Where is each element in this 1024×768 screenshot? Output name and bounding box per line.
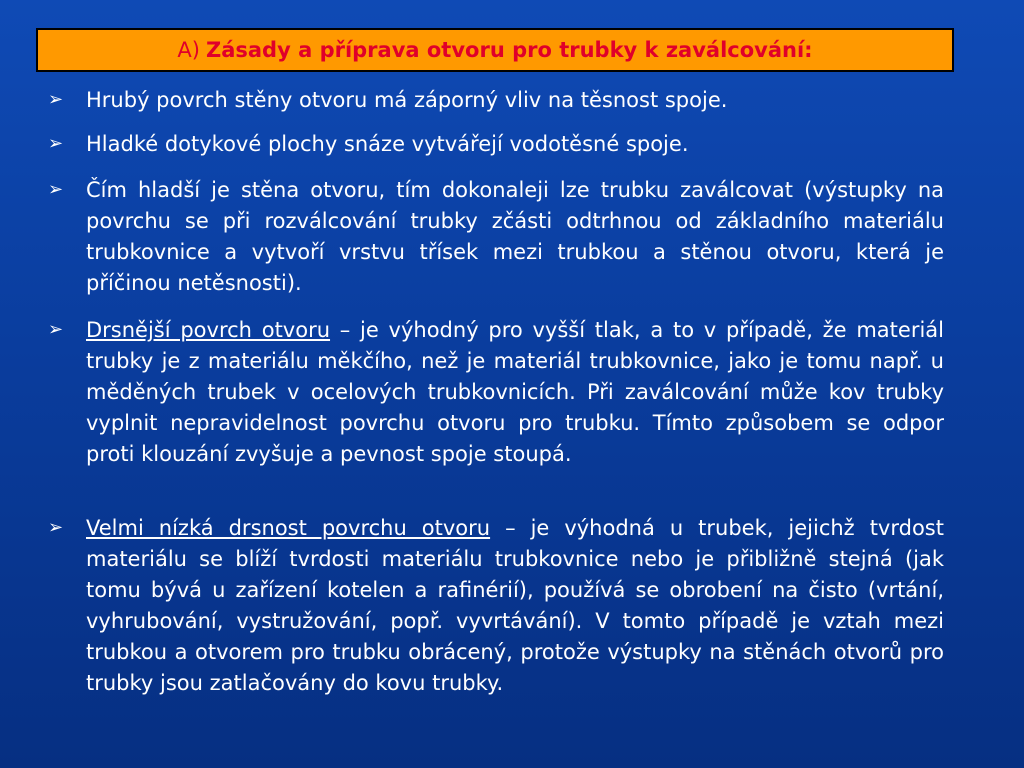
arrow-right-icon: ➢ (48, 89, 64, 110)
bullet-underlined-term-5: Velmi nízká drsnost povrchu otvoru (86, 516, 491, 540)
bullet-underlined-term-4: Drsnější povrch otvoru (86, 318, 331, 342)
slide-title-box (36, 28, 954, 72)
bullet-text-5 (86, 513, 944, 699)
arrow-right-icon: ➢ (48, 179, 64, 200)
arrow-right-icon: ➢ (48, 319, 64, 340)
bullet-rest-4: – je výhodný pro vyšší tlak, a to v případě, že materiál trubky je z materiálu měkčího, než je materiál trubkovnice, jako je tomu např. u měděných trubek v ocelových trubkovnicích. Při zaválcování může kov trubky vyplnit nepravidelnost povrchu otvoru pro trubku. Tímto způsobem se odpor proti klouzání zvyšuje a pevnost spoje stoupá. (86, 318, 944, 466)
arrow-right-icon: ➢ (48, 517, 64, 538)
bullet-text-2: Hladké dotykové plochy snáze vytvářejí vodotěsné spoje. (86, 132, 689, 156)
bullet-text-4 (86, 315, 944, 470)
bullet-rest-5: – je výhodná u trubek, jejichž tvrdost materiálu se blíží tvrdosti materiálu trubkovnice nebo je přibližně stejná (jak tomu bývá u zařízení kotelen a rafinérií), používá se obrobení na čisto (vrtání, vyhrubování, vystružování, popř. vyvrtávání). V tomto případě je vztah mezi trubkou a otvorem pro trubku obrácený, protože výstupky na stěnách otvorů pro trubky jsou zatlačovány do kovu trubky. (86, 516, 944, 695)
bullet-text-3: Čím hladší je stěna otvoru, tím dokonaleji lze trubku zaválcovat (výstupky na povrchu se při rozválcování trubky zčásti odtrhnou od základního materiálu trubkovnice a vytvoří vrstvu třísek mezi trubkou a stěnou otvoru, která je příčinou netěsnosti). (86, 178, 944, 295)
title-prefix: A) (177, 38, 200, 62)
bullet-text-1: Hrubý povrch stěny otvoru má záporný vliv na těsnost spoje. (86, 88, 728, 112)
arrow-right-icon: ➢ (48, 133, 64, 154)
slide-title: Zásady a příprava otvoru pro trubky k zaválcování: (205, 38, 813, 62)
